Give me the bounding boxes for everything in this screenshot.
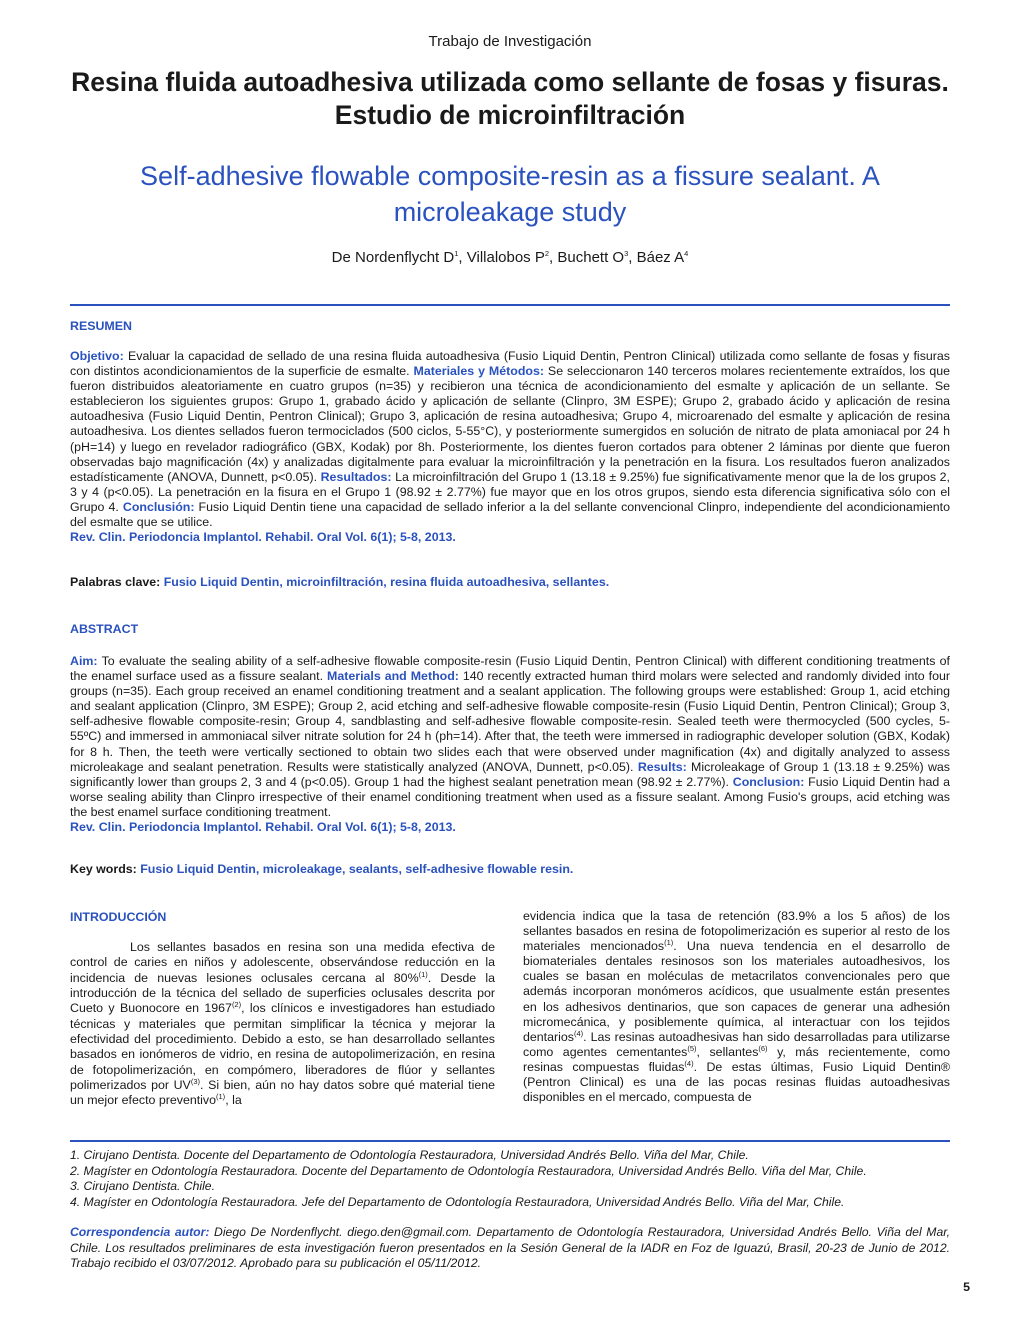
- footnote-3: 3. Cirujano Dentista. Chile.: [70, 1179, 215, 1194]
- author-3: Buchett $O^3$: [557, 249, 629, 266]
- abstract-citation: Rev. Clin. Periodoncia Implantol. Rehabil. Oral Vol. 6(1); 5-8, 2013.: [70, 820, 456, 835]
- resumen-body: Objetivo: Evaluar la capacidad de sellado de una resina fluida autoadhesiva (Fusio Liquid Dentin, Pentron Clinical) utilizada como sellante de fosas y fisuras con distintos acondicionamientos de la superficie de esmalte. Materiales y Métodos: Se seleccionaron 140 terceros molares recientemente extraídos, los que fueron distribuidos aleatoriamente en cuatro grupos (n=35) y recibieron una técnica de acondicionamiento del esmalte y aplicación de un sellante. Se establecieron los siguientes grupos: Grupo 1, grabado ácido y aplicación de sellante (Clinpro, 3M ESPE); Grupo 2, grabado ácido y aplicación de resina autoadhesiva (Fusio Liquid Dentin, Pentron Clinical); Grupo 3, aplicación de resina autoadhesiva; Grupo 4, microarenado del esmalte y aplicación de resina autoadhesiva. Los dientes sellados fueron termociclados (500 ciclos, 5-55°C), y posteriormente sumergidos en solución de nitrato de plata amoniacal por 24 h (pH=14) y luego en revelador radiográfico (GBX, Kodak) por 8h. Posteriormente, los dientes fueron cortados para obtener 2 láminas por diente que fueron observadas bajo magnificación (4x) y analizadas digitalmente para evaluar la microinfiltración y la penetración en la fisura. Los resultados fueron analizados estadísticamente (ANOVA, Dunnett, p<0.05). Resultados: La microinfiltración del Grupo 1 (13.18 ± 9.25%) fue significativamente menor que la de los grupos 2, 3 y 4 (p<0.05). La penetración en la fisura en el Grupo 1 (98.92 ± 2.77%) fue mayor que en los otros grupos, siendo esta diferencia significativa sólo con el Grupo 4. Conclusión: Fusio Liquid Dentin tiene una capacidad de sellado inferior a la del sellante convencional Clinpro, independiente del acondicionamiento del esmalte que se utilice. Rev. Clin. Periodoncia Implantol. Rehabil. Oral Vol. 6(1); 5-8, 2013.: [70, 349, 951, 545]
- abstract-keywords: Key words: Fusio Liquid Dentin, microleakage, sealants, self-adhesive flowable resin.: [70, 862, 574, 876]
- title-english: Self-adhesive flowable composite-resin as a fissure sealant. A microleakage study: [140, 161, 880, 227]
- abstract-body: Aim: To evaluate the sealing ability of a self-adhesive flowable composite-resin (Fusio Liquid Dentin, Pentron Clinical) with different conditioning treatments of the enamel surface used as a fissure sealant. Materials and Method: 140 recently extracted human third molars were selected and randomly divided into four groups (n=35). Each group received an enamel conditioning treatment and a sealant application. The following groups were established: Group 1, acid etching and sealant application (Clinpro, 3M ESPE); Group 2, acid etching and self-adhesive flowable composite-resin (Fusio Liquid Dentin, Pentron Clinical); Group 3, self-adhesive flowable composite-resin; Group 4, sandblasting and self-adhesive flowable composite-resin. Sealed teeth were thermocycled (500 cycles, 5-55ºC) and immersed in ammoniacal silver nitrate solution for 24 h (ph=14). After that, the teeth were immersed in radiographic developer solution (GBX, Kodak) for 8 h. Then, the teeth were vertically sectioned to obtain two slides each that were observed under magnification (4x) and digitally analyzed to assess microleakage and sealant penetration. Results were statistically analyzed (ANOVA, Dunnett, p<0.05). Results: Microleakage of Group 1 (13.18 ± 9.25%) was significantly lower than groups 2, 3 and 4 (p<0.05). Group 1 had the highest sealant penetration mean (98.92 ± 2.77%). Conclusion: Fusio Liquid Dentin had a worse sealing ability than Clinpro irrespective of their enamel conditioning treatment when used as a fissure sealant. Among Fusio's groups, acid etching was the best enamel surface conditioning treatment. Rev. Clin. Periodoncia Implantol. Rehabil. Oral Vol. 6(1); 5-8, 2013.: [70, 654, 950, 835]
- footnotes: [70, 1148, 950, 1210]
- resumen-keywords: Palabras clave: Fusio Liquid Dentin, microinfiltración, resina fluida autoadhesiva, sellantes.: [70, 575, 610, 589]
- section-label-header: Trabajo de Investigación: [428, 33, 592, 50]
- footnote-2: 2. Magíster en Odontología Restauradora. Docente del Departamento de Odontología Restauradora, Universidad Andrés Bello. Viña del Mar, Chile.: [70, 1163, 867, 1178]
- correspondence: Correspondencia autor: Diego De Nordenflycht. diego.den@gmail.com. Departamento de Odontología Restauradora, Universidad Andrés Bello. Viña del Mar, Chile. Los resultados preliminares de esta investigación fueron presentados en la Sesión General de la IADR en Foz de Iguazú, Brasil, 20-23 de Junio de 2012. Trabajo recibido el 03/07/2012. Aprobado para su publicación el 05/11/2012.: [70, 1225, 950, 1271]
- intro-column-left: Los sellantes basados en resina son una medida efectiva de control de caries en niños y adolescente, observándose reducción en la incidencia de nuevas lesiones oclusales cercana al 80%$^{(1)}$. Desde la introducción de la técnica del sellado de superficies oclusales descrita por Cueto y Buonocore en 1967$^{(2)}$, los clínicos e investigadores han estudiado técnicas y materiales que permitan simplificar la técnica y mejorar la efectividad del procedimiento. Debido a esto, se han desarrollado sellantes basados en ionómeros de vidrio, en resina de autopolimerización, en resina de fotopolimerización, en compómero, liberadores de flúor y sellantes polimerizados por UV$^{(3)}$. Si bien, aún no hay datos sobre qué material tiene un mejor efecto preventivo$^{(1)}$, la: [70, 940, 495, 1108]
- page-number: 5: [963, 1280, 970, 1294]
- intro-heading: INTRODUCCIÓN: [70, 910, 167, 924]
- resumen-heading: RESUMEN: [70, 319, 132, 333]
- resumen-citation: Rev. Clin. Periodoncia Implantol. Rehabil. Oral Vol. 6(1); 5-8, 2013.: [70, 530, 456, 545]
- footnote-4: 4. Magíster en Odontología Restauradora. Jefe del Departamento de Odontología Restauradora, Universidad Andrés Bello. Viña del Mar, Chile.: [70, 1194, 845, 1209]
- correspondence-label: Correspondencia autor:: [70, 1225, 210, 1239]
- footnote-rule: [70, 1140, 950, 1142]
- author-4: Báez $A^4$: [636, 249, 689, 266]
- footnote-1: 1. Cirujano Dentista. Docente del Departamento de Odontología Restauradora, Universidad Andrés Bello. Viña del Mar, Chile.: [70, 1148, 749, 1162]
- title-spanish: Resina fluida autoadhesiva utilizada como sellante de fosas y fisuras. Estudio de microinfiltración: [71, 67, 949, 130]
- abstract-heading: ABSTRACT: [70, 622, 139, 636]
- header-rule: [70, 304, 950, 306]
- author-list: De Nordenflycht $D^1$, Villalobos $P^2$, Buchett $O^3$, Báez $A^4$: [331, 249, 689, 266]
- intro-column-right: evidencia indica que la tasa de retención (83.9% a los 5 años) de los sellantes basados en resina de fotopolimerización es superior al resto de los materiales mencionados$^{(1)}$. Una nueva tendencia en el desarrollo de biomateriales dentales resinosos son los materiales autoadhesivos, los cuales se basan en moléculas de metacrilatos convencionales pero que además incorporan monómeros acídicos, que usualmente están presentes en los adhesivos dentinarios, que son capaces de generar una adhesión micromecánica, y posiblemente química, al interactuar con los tejidos dentarios$^{(4)}$. Las resinas autoadhesivas han sido desarrolladas para utilizarse como agentes cementantes$^{(5)}$, sellantes$^{(6)}$ y, más recientemente, como resinas compuestas fluidas$^{(4)}$. De estas últimas, Fusio Liquid Dentin® (Pentron Clinical) es una de las pocas resinas fluidas autoadhesivas disponibles en el mercado, compuesta de: [523, 909, 950, 1105]
- author-1: De Nordenflycht $D^1$: [331, 249, 459, 266]
- author-2: Villalobos $P^2$: [466, 249, 550, 266]
